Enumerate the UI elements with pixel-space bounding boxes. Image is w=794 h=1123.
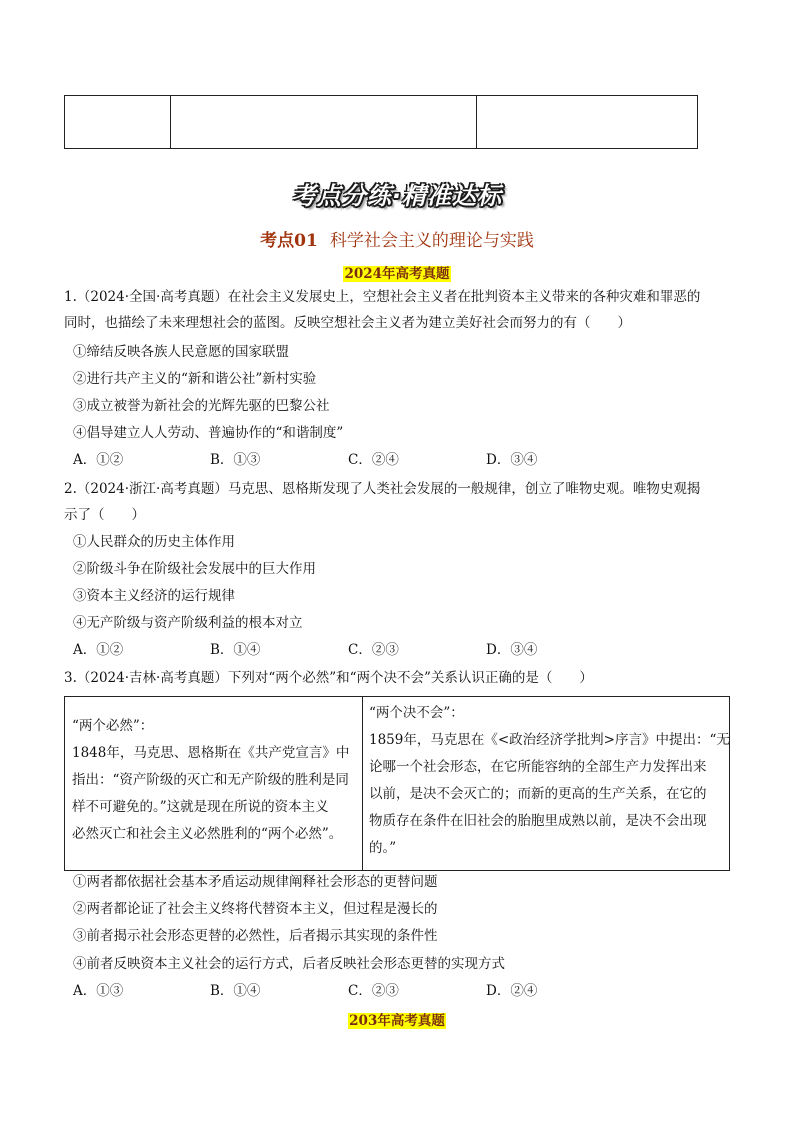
q3-quote-table [64, 696, 730, 871]
section-title [0, 226, 794, 251]
q3-right-line: 物质存在条件在旧社会的胎胞里成熟以前，是决不会出现 [369, 813, 707, 829]
q1-option-b[interactable]: B．①③ [210, 452, 261, 468]
q2-item: ①人民群众的历史主体作用 [73, 534, 235, 550]
year-tag [0, 262, 794, 282]
q1-option-a[interactable]: A．①② [73, 452, 124, 468]
q3-option-a[interactable]: A．①③ [73, 983, 124, 999]
year-tag [0, 1009, 794, 1029]
year-tag-label: 2024年高考真题 [344, 266, 450, 282]
q3-item: ②两者都论证了社会主义终将代替资本主义，但过程是漫长的 [73, 901, 438, 917]
q3-stem: 3.（2024·吉林·高考真题）下列对“两个必然”和“两个决不会”关系认识正确的是（ ） [64, 670, 593, 686]
q3-right-line: 1859年，马克思在《<政治经济学批判>序言》中提出：“无 [369, 732, 730, 748]
section-topic: 科学社会主义的理论与实践 [329, 231, 534, 251]
q3-left-line: 指出：“资产阶级的灭亡和无产阶级的胜利是同 [72, 772, 349, 788]
q2-item: ③资本主义经济的运行规律 [73, 588, 235, 604]
section-banner: 考点分练·精准达标 [291, 182, 503, 210]
q3-item: ①两者都依据社会基本矛盾运动规律阐释社会形态的更替问题 [73, 874, 438, 890]
q3-left-line: 1848年，马克思、恩格斯在《共产党宣言》中 [72, 745, 350, 761]
q2-option-c[interactable]: C．②③ [348, 642, 399, 658]
q1-item: ③成立被誉为新社会的光辉先驱的巴黎公社 [73, 398, 330, 414]
q3-right-line: 以前，是决不会灭亡的；而新的更高的生产关系，在它的 [369, 786, 707, 802]
q3-right-line: 的。” [369, 840, 397, 856]
q2-item: ②阶级斗争在阶级社会发展中的巨大作用 [73, 561, 316, 577]
q3-left-line: 必然灭亡和社会主义必然胜利的“两个必然”。 [72, 826, 343, 842]
header-table-cell [65, 96, 171, 149]
q3-right-cell [363, 697, 730, 871]
q3-right-line: 论哪一个社会形态，在它所能容纳的全部生产力发挥出来 [369, 759, 707, 775]
year-tag-label: 203年高考真题 [349, 1013, 445, 1029]
q1-option-c[interactable]: C．②④ [348, 452, 399, 468]
q1-item: ②进行共产主义的“新和谐公社”新村实验 [73, 371, 317, 387]
q3-option-d[interactable]: D．②④ [486, 983, 538, 999]
q2-option-a[interactable]: A．①② [73, 642, 124, 658]
q3-item: ③前者揭示社会形态更替的必然性，后者揭示其实现的条件性 [73, 928, 438, 944]
q3-option-c[interactable]: C．②③ [348, 983, 399, 999]
q3-right-line: “两个决不会”： [369, 705, 464, 721]
q3-left-line: 样不可避免的。”这就是现在所说的资本主义 [72, 799, 329, 815]
q1-stem-cont: 同时，也描绘了未来理想社会的蓝图。反映空想社会主义者为建立美好社会而努力的有（ ） [64, 315, 631, 331]
q2-option-b[interactable]: B．①④ [210, 642, 261, 658]
q1-option-d[interactable]: D．③④ [486, 452, 538, 468]
q3-left-line: “两个必然”： [72, 718, 154, 734]
section-label: 考点01 [260, 231, 318, 251]
q1-item: ④倡导建立人人劳动、普遍协作的“和谐制度” [73, 425, 344, 441]
q1-item: ①缔结反映各族人民意愿的国家联盟 [73, 344, 289, 360]
q2-stem: 2.（2024·浙江·高考真题）马克思、恩格斯发现了人类社会发展的一般规律，创立了唯物史观。唯物史观揭 [64, 481, 701, 497]
q3-left-cell [65, 697, 363, 871]
q2-option-d[interactable]: D．③④ [486, 642, 538, 658]
q2-item: ④无产阶级与资产阶级利益的根本对立 [73, 615, 303, 631]
header-table-cell [171, 96, 477, 149]
header-table-cell [477, 96, 698, 149]
q1-stem: 1.（2024·全国·高考真题）在社会主义发展史上，空想社会主义者在批判资本主义带来的各种灾难和罪恶的 [64, 289, 701, 305]
q3-option-b[interactable]: B．①④ [210, 983, 261, 999]
q2-stem-cont: 示了（ ） [64, 507, 145, 523]
q3-item: ④前者反映资本主义社会的运行方式，后者反映社会形态更替的实现方式 [73, 956, 505, 972]
header-table [64, 95, 698, 149]
